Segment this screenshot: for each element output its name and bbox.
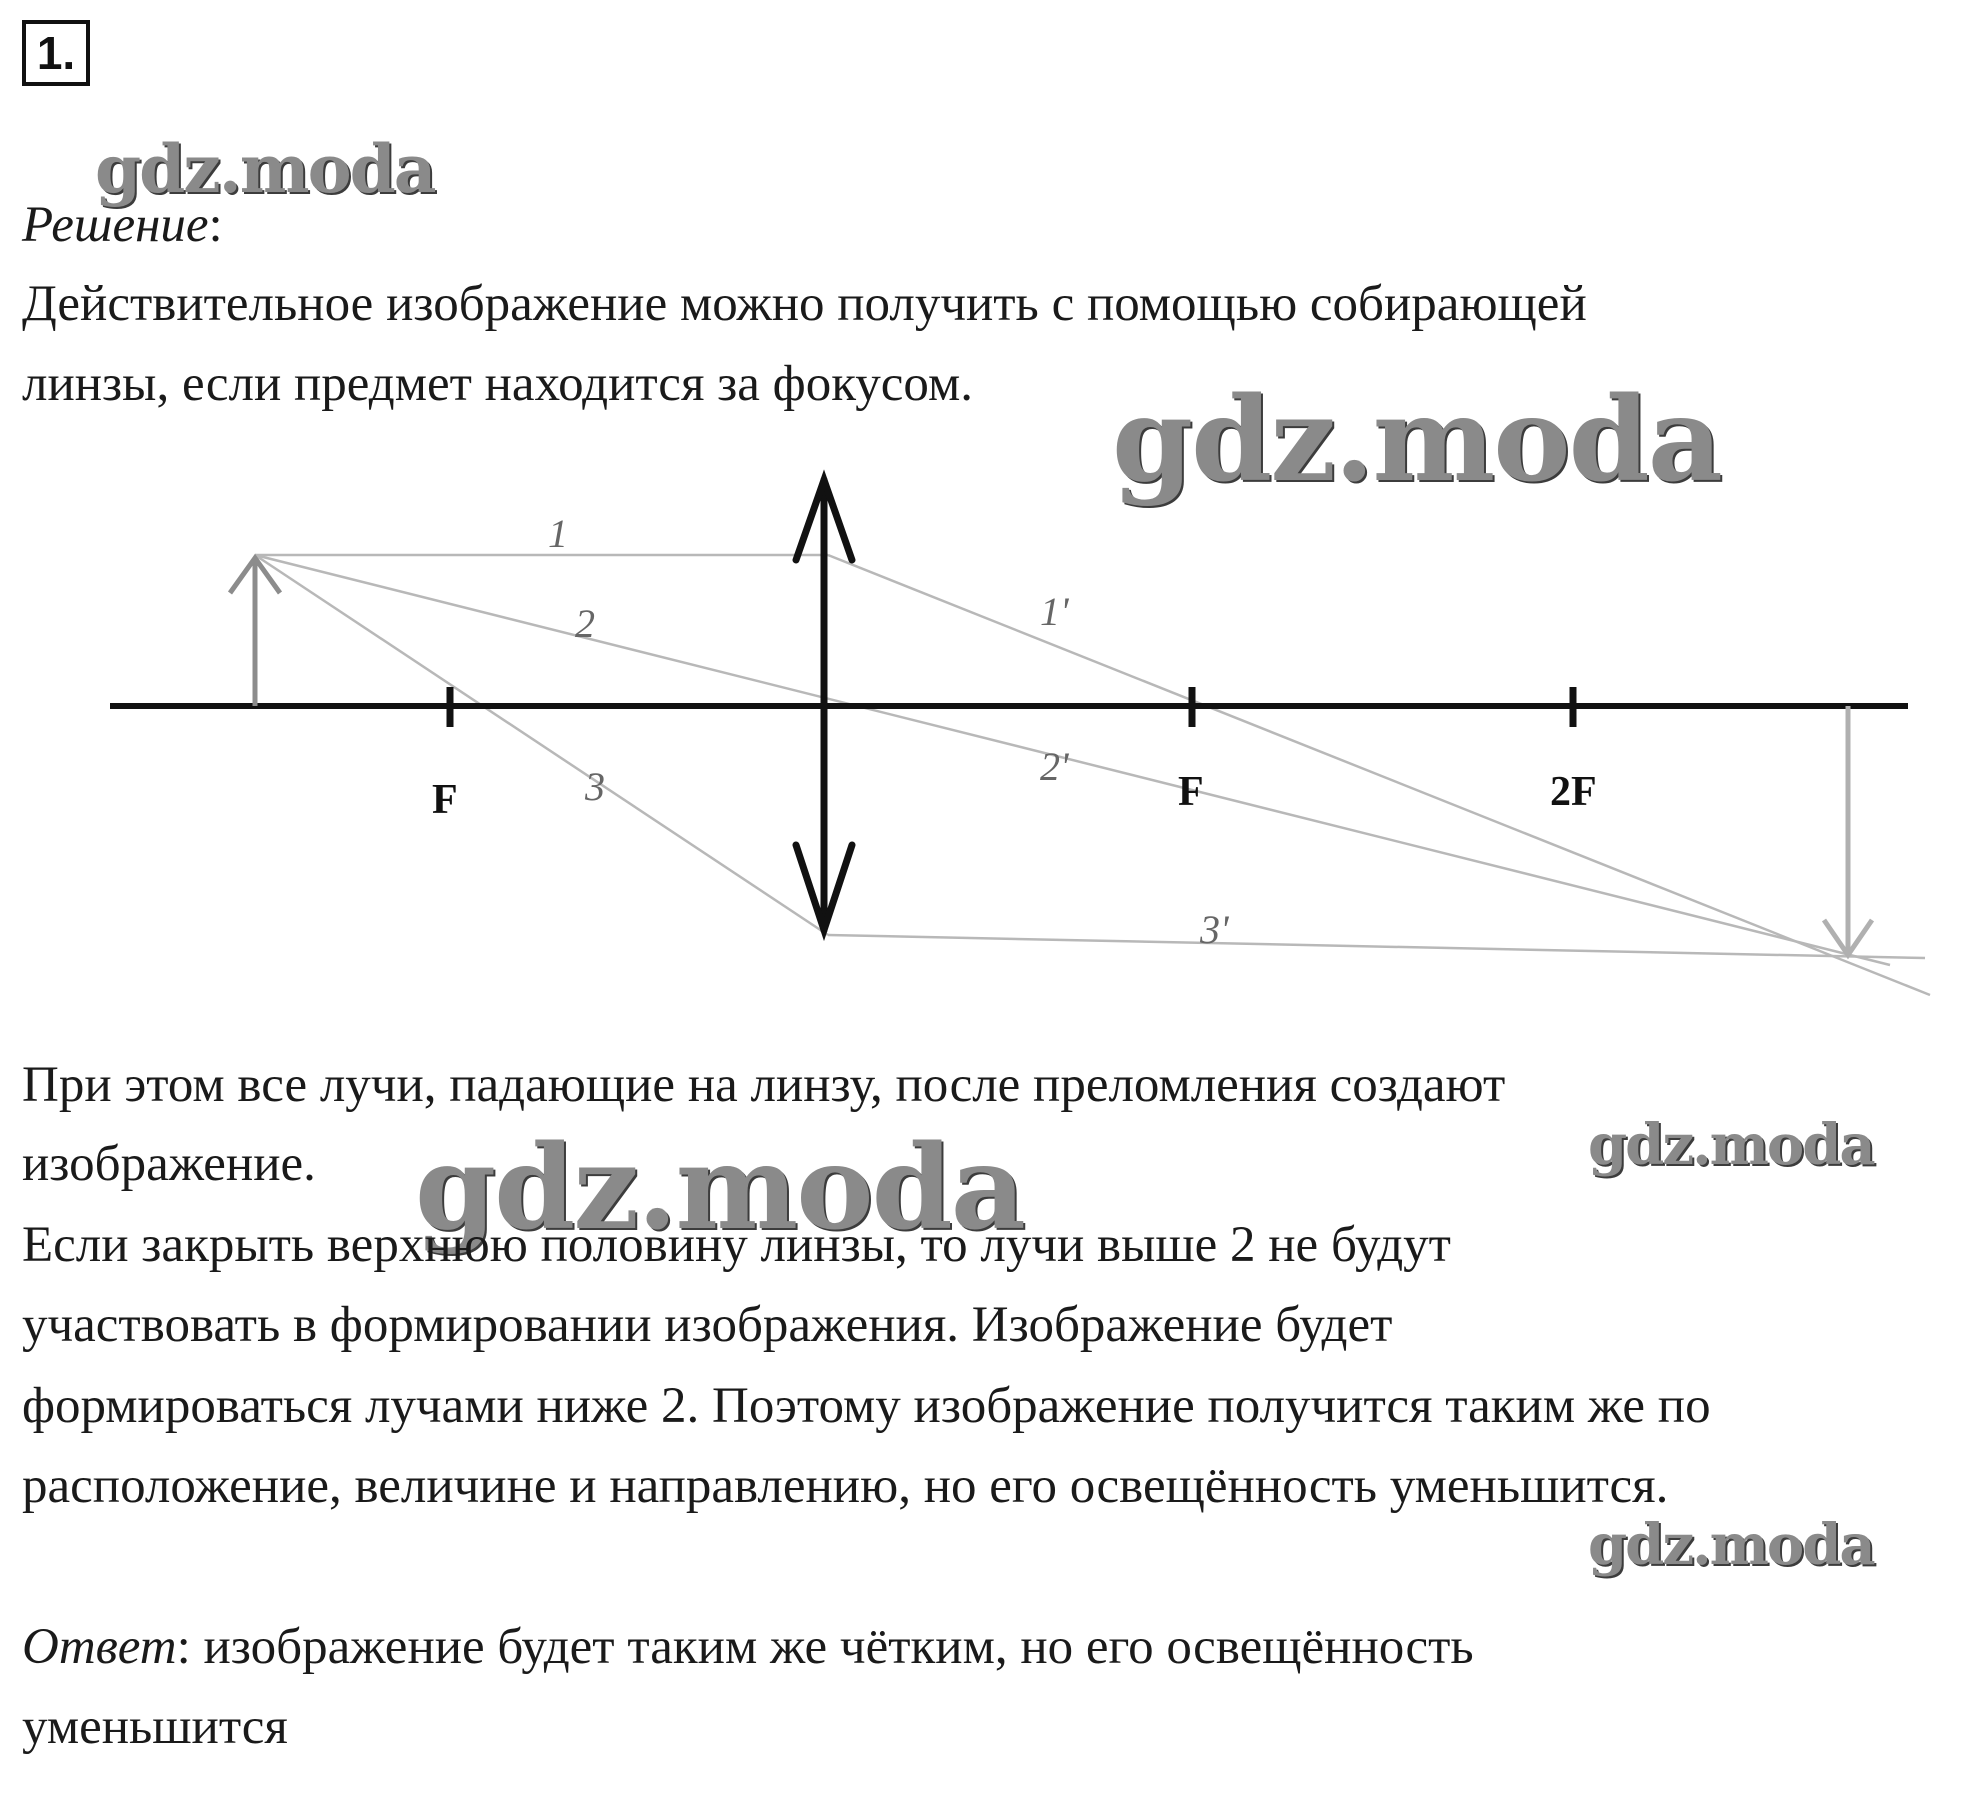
ray-label-3: 3 (585, 764, 605, 809)
answer-line-1: Ответ: изображение будет таким же чётким, но его освещённость (22, 1619, 1474, 1675)
explanation-line-2: изображение. (22, 1136, 316, 1192)
solution-label: Решение (22, 197, 209, 253)
answer-label: Ответ (22, 1619, 177, 1675)
ray-label-1-prime: 1' (1040, 589, 1069, 634)
ray-3-refracted (828, 935, 1925, 958)
image-arrow (1824, 706, 1872, 955)
solution-heading: Решение: (22, 197, 223, 253)
explanation-line-6: расположение, величине и направлению, но его освещённость уменьшится. (22, 1458, 1669, 1514)
ray-2 (255, 555, 1890, 965)
explanation-line-3: Если закрыть верхнюю половину линзы, то лучи выше 2 не будут (22, 1217, 1451, 1273)
object-arrow (230, 558, 280, 706)
solution-line-2: линзы, если предмет находится за фокусом. (22, 356, 973, 412)
watermark: gdz.moda (1588, 1112, 1874, 1178)
focus-label-right: F (1178, 769, 1204, 815)
watermark: gdz.moda (1588, 1512, 1874, 1578)
ray-label-2-prime: 2' (1040, 744, 1069, 789)
rays (255, 555, 1930, 995)
ray-label-2: 2 (575, 601, 595, 646)
watermark: gdz.moda (95, 130, 435, 208)
solution-line-1: Действительное изображение можно получить с помощью собирающей (22, 276, 1587, 332)
explanation-line-4: участвовать в формировании изображения. Изображение будет (22, 1297, 1393, 1353)
explanation-line-1: При этом все лучи, падающие на линзу, после преломления создают (22, 1057, 1506, 1113)
answer-text: изображение будет таким же чётким, но его освещённость (203, 1619, 1474, 1675)
ray-label-1: 1 (548, 511, 568, 556)
watermark: gdz.moda (415, 1120, 1024, 1256)
answer-line-2: уменьшится (22, 1699, 288, 1755)
two-f-label: 2F (1550, 769, 1597, 815)
ray-label-3-prime: 3' (1200, 907, 1229, 952)
ray-1-refracted (828, 555, 1930, 995)
watermark: gdz.moda (1112, 372, 1721, 508)
ray-3 (255, 555, 828, 935)
explanation-line-5: формироваться лучами ниже 2. Поэтому изображение получится таким же по (22, 1378, 1711, 1434)
focus-label-left: F (432, 777, 458, 823)
lens-diagram (60, 425, 1960, 1025)
task-number: 1. (22, 20, 90, 86)
